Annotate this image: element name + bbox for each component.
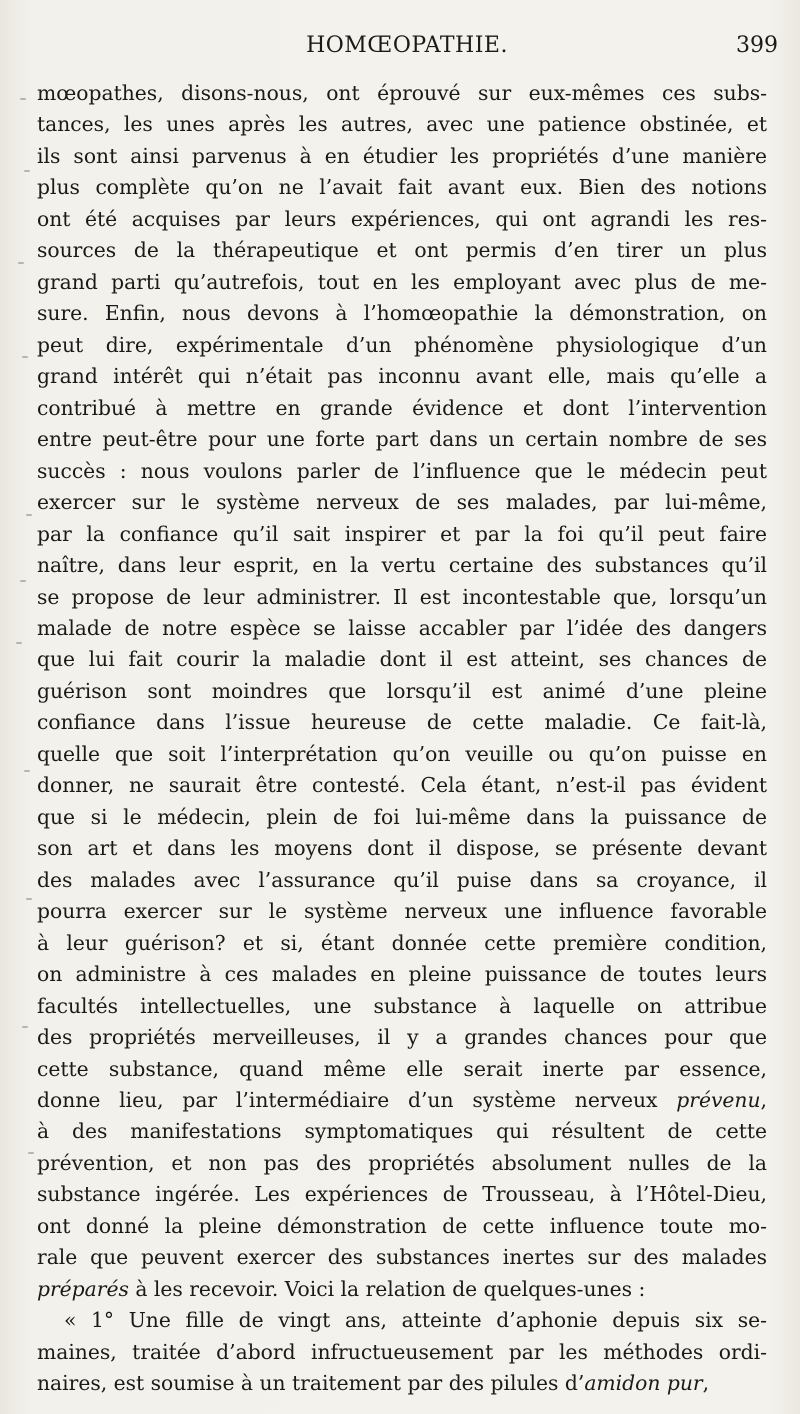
margin-specks: [14, 80, 38, 1380]
text-line: substance ingérée. Les expériences de Trousseau, à l’Hôtel-Dieu,: [37, 1182, 767, 1207]
text-line: entre peut-être pour une forte part dans un certain nombre de ses: [37, 427, 767, 452]
text-line: prévention, et non pas des propriétés absolument nulles de la: [37, 1150, 767, 1175]
page-header: [36, 30, 778, 62]
text-line: donne lieu, par l’intermédiaire d’un système nerveux prévenu,: [37, 1088, 767, 1112]
text-line: « 1° Une fille de vingt ans, atteinte d’aphonie depuis six se-: [64, 1308, 767, 1333]
text-line: naires, est soumise à un traitement par des pilules d’amidon pur,: [37, 1371, 710, 1396]
text-line: ont donné la pleine démonstration de cette influence toute mo-: [37, 1213, 767, 1238]
text-line: malade de notre espèce se laisse accabler par l’idée des dangers: [37, 615, 767, 640]
speck: [20, 98, 26, 100]
text-line: succès : nous voulons parler de l’influence que le médecin peut: [37, 458, 767, 483]
speck: [18, 262, 24, 264]
speck: [22, 356, 28, 358]
text-line: préparés à les recevoir. Voici la relation de quelques-unes :: [37, 1276, 646, 1301]
text-line: ont été acquises par leurs expériences, qui ont agrandi les res-: [37, 206, 767, 231]
paragraph: [37, 1305, 767, 1399]
body-text: [37, 78, 767, 1400]
text-line: grand parti qu’autrefois, tout en les employant avec plus de me-: [37, 269, 767, 294]
text-line: rale que peuvent exercer des substances inertes sur des malades: [37, 1245, 767, 1270]
text-line: à leur guérison? et si, étant donnée cette première condition,: [37, 930, 767, 955]
page-number: 399: [736, 33, 778, 58]
text-line: quelle que soit l’interprétation qu’on veuille ou qu’on puisse en: [37, 741, 767, 766]
speck: [20, 580, 26, 582]
text-line: exercer sur le système nerveux de ses malades, par lui-même,: [37, 490, 767, 515]
running-title: HOMŒOPATHIE.: [306, 33, 508, 58]
speck: [28, 1152, 34, 1154]
text-line: mœopathes, disons-nous, ont éprouvé sur eux-mêmes ces subs-: [37, 81, 767, 105]
speck: [26, 514, 32, 516]
text-line: cette substance, quand même elle serait inerte par essence,: [37, 1056, 767, 1081]
text-line: plus complète qu’on ne l’avait fait avant eux. Bien des notions: [37, 175, 767, 200]
text-line: tances, les unes après les autres, avec une patience obstinée, et: [37, 112, 767, 137]
text-line: pourra exercer sur le système nerveux une influence favorable: [37, 899, 767, 924]
text-line: sure. Enfin, nous devons à l’homœopathie la démonstration, on: [37, 301, 767, 326]
text-line: se propose de leur administrer. Il est incontestable que, lorsqu’un: [37, 584, 767, 609]
speck: [22, 1026, 28, 1028]
text-line: confiance dans l’issue heureuse de cette maladie. Ce fait-là,: [37, 710, 767, 735]
paragraph: [37, 78, 767, 1305]
text-line: à des manifestations symptomatiques qui résultent de cette: [37, 1119, 767, 1144]
text-line: sources de la thérapeutique et ont permis d’en tirer un plus: [37, 238, 767, 263]
text-line: guérison sont moindres que lorsqu’il est animé d’une pleine: [37, 678, 767, 703]
text-line: des malades avec l’assurance qu’il puise dans sa croyance, il: [37, 867, 767, 892]
speck: [24, 170, 30, 172]
text-line: grand intérêt qui n’était pas inconnu avant elle, mais qu’elle a: [37, 364, 767, 389]
speck: [24, 770, 30, 772]
text-line: ils sont ainsi parvenus à en étudier les propriétés d’une manière: [37, 143, 767, 168]
speck: [16, 642, 22, 644]
text-line: maines, traitée d’abord infructueusement par les méthodes ordi-: [37, 1339, 767, 1364]
text-line: donner, ne saurait être contesté. Cela étant, n’est-il pas évident: [37, 773, 767, 798]
text-line: que si le médecin, plein de foi lui-même dans la puissance de: [37, 804, 767, 829]
text-line: facultés intellectuelles, une substance à laquelle on attribue: [37, 993, 767, 1018]
text-line: naître, dans leur esprit, en la vertu certaine des substances qu’il: [37, 553, 767, 578]
text-line: des propriétés merveilleuses, il y a grandes chances pour que: [37, 1025, 767, 1050]
text-line: contribué à mettre en grande évidence et dont l’intervention: [37, 395, 767, 420]
speck: [26, 898, 32, 900]
text-line: on administre à ces malades en pleine puissance de toutes leurs: [37, 962, 767, 987]
text-line: par la confiance qu’il sait inspirer et par la foi qu’il peut faire: [37, 521, 767, 546]
text-line: son art et dans les moyens dont il dispose, se présente devant: [37, 836, 767, 861]
text-line: que lui fait courir la maladie dont il est atteint, ses chances de: [37, 647, 767, 672]
text-line: peut dire, expérimentale d’un phénomène physiologique d’un: [37, 332, 767, 357]
